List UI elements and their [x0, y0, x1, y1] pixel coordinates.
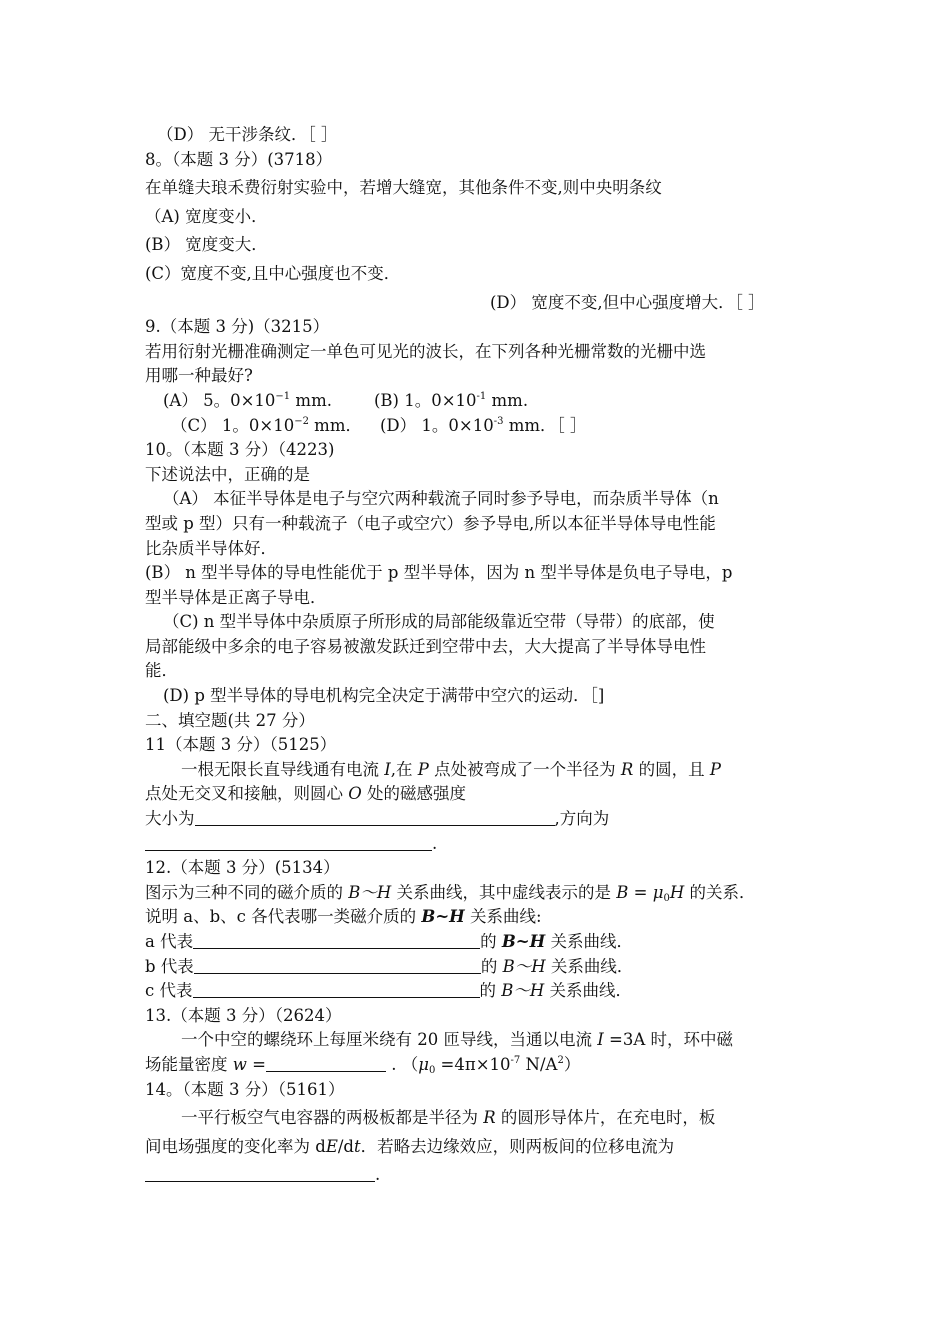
q14-answer-line: . — [145, 1163, 810, 1188]
q9-option-d: (D） 1。$0\times 10^{-3}$ mm．［ ］ — [379, 415, 587, 435]
q12-line-b: b 代表 的 B～H 关系曲线． — [145, 956, 634, 976]
q11-direction-line: . — [145, 832, 810, 857]
q12-a-blank[interactable] — [193, 932, 480, 949]
q12-header: 12.（本题 3 分）(5134） — [145, 858, 340, 878]
q11-magnitude-blank[interactable] — [195, 809, 555, 826]
q10-option-a-line1: （A） 本征半导体是电子与空穴两种载流子同时参予导电，而杂质半导体（n — [163, 489, 719, 509]
q10-option-c-line2: 局部能级中多余的电子容易被激发跃迁到空带中去，大大提高了半导体导电性 — [145, 636, 706, 656]
q9-option-b: (B) 1。$0\times 10^{-1}$ mm. — [373, 390, 529, 410]
q13-energy-density-blank[interactable] — [266, 1055, 386, 1072]
q9-header: 9.（本题 3 分)（3215） — [145, 317, 330, 337]
q12-b-blank[interactable] — [194, 957, 481, 974]
q10-option-b-line2: 型半导体是正离子导电． — [145, 587, 327, 607]
q10-option-c-line1: （C) n 型半导体中杂质原子所形成的局部能级靠近空带（导带）的底部，使 — [163, 612, 715, 632]
q11-header: 11（本题 3 分）（5125） — [145, 735, 337, 755]
q9-option-a: (A） 5。$0\times 10^{-1}$ mm. — [163, 390, 332, 410]
q10-stem: 下述说法中，正确的是 — [145, 464, 310, 484]
q10-option-c-line3: 能． — [145, 661, 178, 681]
section-fill-in-title: 二、填空题(共 27 分） — [145, 710, 315, 730]
q11-stem-line2: 点处无交叉和接触，则圆心 O 处的磁感强度 — [145, 784, 467, 804]
q14-stem-line1: 一平行板空气电容器的两极板都是半径为 R 的圆形导体片，在充电时，板 — [181, 1108, 716, 1128]
q8-header: 8。（本题 3 分）(3718） — [145, 149, 333, 169]
q9-options-ab — [145, 389, 810, 414]
q8-option-d: (D） 宽度不变,但中心强度增大．［ ］ — [490, 292, 765, 312]
q8-option-a: （A) 宽度变小． — [145, 206, 268, 226]
q9-stem-line2: 用哪一种最好? — [145, 366, 253, 386]
q10-header: 10。（本题 3 分）（4223) — [145, 440, 335, 460]
q14-header: 14。（本题 3 分）（5161） — [145, 1079, 345, 1099]
q11-direction-blank[interactable] — [145, 834, 432, 851]
q7-option-d: （D） 无干涉条纹．［ ］ — [157, 125, 338, 144]
q9-options-cd — [145, 414, 810, 439]
q10-option-a-line2: 型或 p 型）只有一种载流子（电子或空穴）参予导电,所以本征半导体导电性能 — [145, 513, 716, 533]
q11-answer-line: 大小为 ,方向为 — [145, 809, 610, 829]
q14-stem-line2: 间电场强度的变化率为 dE/dt．若略去边缘效应，则两板间的位移电流为 — [145, 1136, 675, 1156]
q11-stem-line1: 一根无限长直导线通有电流 I,在 P 点处被弯成了一个半径为 R 的圆，且 P — [181, 759, 721, 779]
q8-option-c: (C）宽度不变,且中心强度也不变． — [145, 263, 401, 283]
q9-stem-line1: 若用衍射光栅准确测定一单色可见光的波长，在下列各种光栅常数的光栅中选 — [145, 341, 706, 361]
q8-option-b: (B） 宽度变大． — [145, 235, 268, 255]
q14-displacement-current-blank[interactable] — [145, 1165, 375, 1182]
q10-option-d: (D) p 型半导体的导电机构完全决定于满带中空穴的运动．［] — [163, 686, 605, 706]
q13-stem-line2: 场能量密度 w = . （$\mu_0 =4\pi\times 10^{-7}$ $N/A^2$） — [145, 1054, 581, 1076]
q10-option-b-line1: (B） n 型半导体的导电性能优于 p 型半导体，因为 n 型半导体是负电子导电，p — [145, 563, 733, 583]
q12-stem-line1: 图示为三种不同的磁介质的 B～H 关系曲线，其中虚线表示的是 $B = \mu_0H$ 的关系． — [145, 882, 756, 904]
q9-option-c: （C） 1。$0\times 10^{-2}$ mm． — [171, 415, 362, 435]
q13-stem-line1: 一个中空的螺绕环上每厘米绕有 20 匝导线，当通以电流 I =3A 时，环中磁 — [181, 1030, 733, 1050]
q8-stem: 在单缝夫琅禾费衍射实验中，若增大缝宽，其他条件不变,则中央明条纹 — [145, 178, 662, 198]
q12-c-blank[interactable] — [193, 981, 480, 998]
q12-line-a: a 代表 的 B~H 关系曲线． — [145, 932, 633, 951]
q12-stem-line2: 说明 a、b、c 各代表哪一类磁介质的 B~H 关系曲线: — [145, 907, 542, 927]
exam-page — [145, 123, 810, 1188]
q10-option-a-line3: 比杂质半导体好． — [145, 538, 277, 558]
q12-line-c: c 代表 的 B～H 关系曲线． — [145, 981, 633, 1001]
q13-header: 13.（本题 3 分）（2624） — [145, 1005, 342, 1025]
